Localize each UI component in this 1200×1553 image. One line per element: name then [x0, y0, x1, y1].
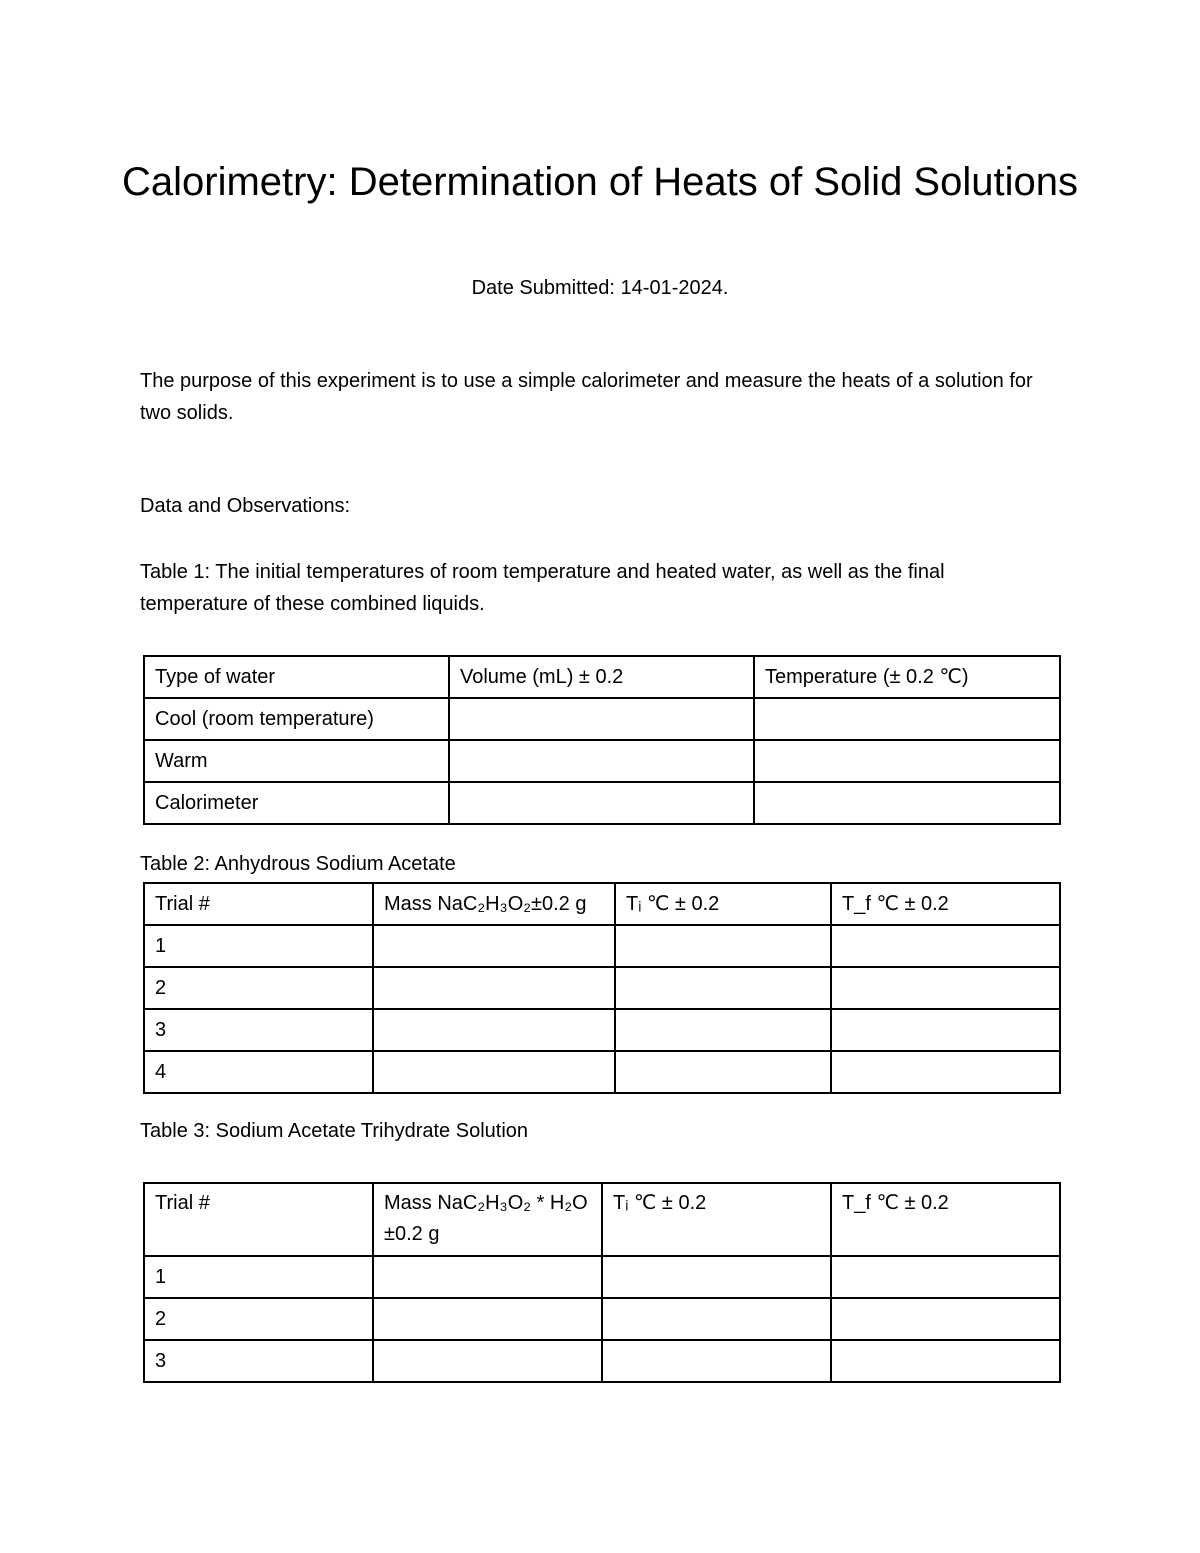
- table-cell: Calorimeter: [144, 782, 449, 824]
- table-row: [144, 782, 1060, 824]
- table-cell: 2: [144, 1298, 373, 1340]
- table-cell: [373, 1340, 602, 1382]
- table-header-cell: T_f ℃ ± 0.2: [831, 883, 1060, 925]
- table-cell: [373, 967, 615, 1009]
- table-header-cell: Trial #: [144, 883, 373, 925]
- table-cell: [831, 1009, 1060, 1051]
- table-cell: [754, 740, 1060, 782]
- table-row: [144, 698, 1060, 740]
- table-cell: [615, 1051, 831, 1093]
- table-header-row: [144, 1183, 1060, 1256]
- table-anhydrous-sodium-acetate: [143, 882, 1061, 1094]
- document-title: Calorimetry: Determination of Heats of Solid Solutions: [122, 160, 1078, 204]
- table-water-temperatures: [143, 655, 1061, 825]
- table-row: [144, 740, 1060, 782]
- table-header-cell: Tᵢ ℃ ± 0.2: [602, 1183, 831, 1256]
- table-row: [144, 1298, 1060, 1340]
- table-header-cell: Mass NaC₂H₃O₂±0.2 g: [373, 883, 615, 925]
- table-sodium-acetate-trihydrate: [143, 1182, 1061, 1383]
- table-header-cell: Tᵢ ℃ ± 0.2: [615, 883, 831, 925]
- table-header-cell: Temperature (± 0.2 ℃): [754, 656, 1060, 698]
- table-cell: [449, 782, 754, 824]
- table-cell: [754, 782, 1060, 824]
- table2-caption: Table 2: Anhydrous Sodium Acetate: [140, 853, 456, 875]
- table-cell: [831, 967, 1060, 1009]
- table-header-cell: Mass NaC₂H₃O₂ * H₂O ±0.2 g: [373, 1183, 602, 1256]
- table-cell: [373, 1256, 602, 1298]
- table-cell: [373, 1009, 615, 1051]
- table-row: [144, 1340, 1060, 1382]
- table-cell: 3: [144, 1340, 373, 1382]
- table-cell: [373, 1051, 615, 1093]
- purpose-paragraph: The purpose of this experiment is to use a simple calorimeter and measure the heats of a solution for two solids.: [140, 370, 1033, 424]
- table-cell: 1: [144, 1256, 373, 1298]
- table-cell: [602, 1298, 831, 1340]
- table-cell: Cool (room temperature): [144, 698, 449, 740]
- table1-caption: Table 1: The initial temperatures of room temperature and heated water, as well as the final temperature of these combined liquids.: [140, 561, 945, 615]
- table-header-cell: Volume (mL) ± 0.2: [449, 656, 754, 698]
- table-row: [144, 1051, 1060, 1093]
- table-cell: [615, 967, 831, 1009]
- table-cell: [831, 1340, 1060, 1382]
- table-header-cell: Type of water: [144, 656, 449, 698]
- table-header-cell: T_f ℃ ± 0.2: [831, 1183, 1060, 1256]
- table-cell: [373, 1298, 602, 1340]
- table-cell: 1: [144, 925, 373, 967]
- table-cell: [615, 1009, 831, 1051]
- table-cell: Warm: [144, 740, 449, 782]
- date-submitted: Date Submitted: 14-01-2024.: [471, 277, 729, 299]
- table-cell: [602, 1256, 831, 1298]
- table-cell: [449, 740, 754, 782]
- table-cell: [831, 925, 1060, 967]
- table-cell: [373, 925, 615, 967]
- table-cell: 4: [144, 1051, 373, 1093]
- table-header-row: [144, 656, 1060, 698]
- table-row: [144, 967, 1060, 1009]
- table-row: [144, 1256, 1060, 1298]
- table-cell: [754, 698, 1060, 740]
- table-cell: 2: [144, 967, 373, 1009]
- table-cell: [615, 925, 831, 967]
- table-header-cell: Trial #: [144, 1183, 373, 1256]
- table-cell: [831, 1256, 1060, 1298]
- table-cell: [602, 1340, 831, 1382]
- section-heading: Data and Observations:: [140, 495, 351, 517]
- table-header-row: [144, 883, 1060, 925]
- table-cell: 3: [144, 1009, 373, 1051]
- table-row: [144, 1009, 1060, 1051]
- table-cell: [449, 698, 754, 740]
- table-row: [144, 925, 1060, 967]
- table-cell: [831, 1051, 1060, 1093]
- table-cell: [831, 1298, 1060, 1340]
- table3-caption: Table 3: Sodium Acetate Trihydrate Solution: [140, 1120, 529, 1142]
